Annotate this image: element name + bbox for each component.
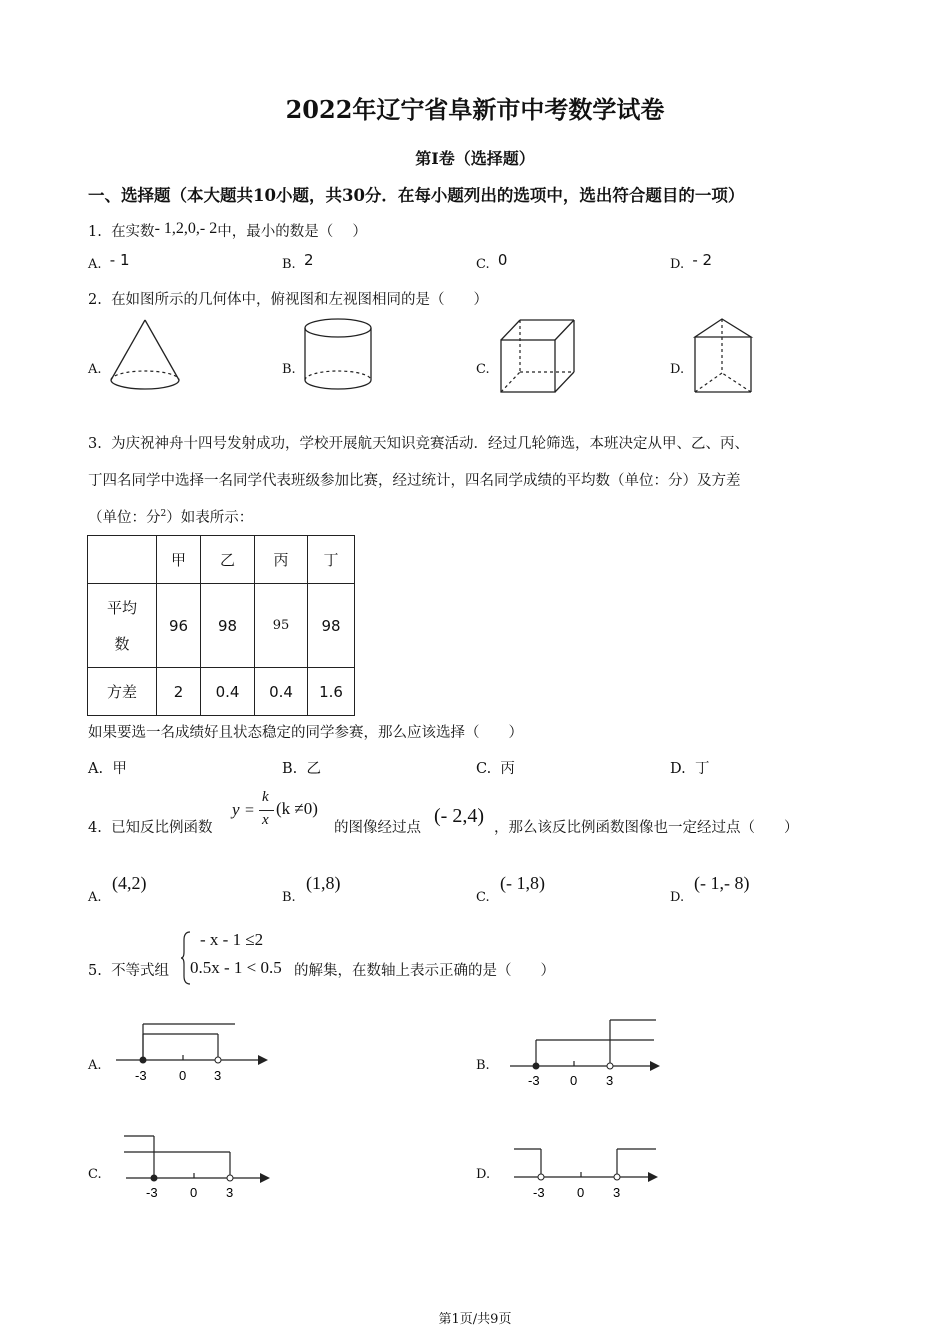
q1-option-c[interactable] (476, 251, 508, 272)
option-value: 0 (497, 251, 508, 269)
number-list: - 1,2,0,- 2 (154, 220, 218, 237)
table-cell: 98 (201, 584, 255, 668)
option-value: 甲 (112, 761, 127, 777)
q3-option-a[interactable] (88, 757, 127, 778)
q1-option-b[interactable] (282, 251, 314, 272)
question-3-prompt: 如果要选一名成绩好且状态稳定的同学参赛，那么应该选择（ ） (88, 725, 523, 741)
q3-option-b[interactable] (282, 757, 321, 778)
table-row (88, 584, 355, 668)
question-text: 在如图所示的几何体中，俯视图和左视图相同的是（ ） (111, 292, 489, 308)
table-header-cell: 丁 (308, 536, 355, 584)
option-label: D. (670, 761, 686, 777)
option-value: - 2 (692, 251, 713, 269)
score-table (87, 535, 355, 716)
table-cell: 96 (157, 584, 201, 668)
question-text: ）如表所示： (166, 510, 254, 526)
q5-option-a[interactable]: A. (88, 1058, 102, 1073)
question-text: 的解集，在数轴上表示正确的是（ ） (294, 963, 555, 979)
question-number: 4. (88, 820, 102, 836)
table-cell: 1.6 (308, 668, 355, 716)
q4-option-b-value[interactable]: (1,8) (306, 873, 341, 893)
option-value: - 1 (109, 251, 130, 269)
table-cell: 95 (255, 584, 308, 668)
tick-label: 3 (606, 1073, 614, 1088)
q4-option-a-value[interactable]: (4,2) (112, 873, 147, 893)
row-label-line: 平均 (106, 598, 137, 617)
q2-option-a[interactable]: A. (88, 362, 102, 377)
q4-option-c-label[interactable]: C. (476, 890, 490, 905)
superscript: 2 (160, 509, 167, 520)
tick-label: -3 (135, 1068, 147, 1083)
number-line-a (110, 1018, 270, 1088)
question-number: 3. (88, 436, 102, 452)
page-title: 2022年辽宁省阜新市中考数学试卷 (285, 95, 665, 124)
option-label: C. (476, 257, 490, 272)
q5-option-d[interactable]: D. (476, 1167, 491, 1182)
option-value: 2 (303, 251, 314, 269)
tick-label: -3 (533, 1185, 545, 1200)
question-text: 不等式组 (111, 963, 170, 979)
table-cell: 0.4 (201, 668, 255, 716)
table-cell: 98 (308, 584, 355, 668)
question-1 (88, 220, 367, 241)
question-text: 已知反比例函数 (111, 820, 213, 836)
question-3-line-3 (88, 506, 253, 527)
question-4-number (88, 816, 213, 837)
q1-option-a[interactable] (88, 251, 130, 272)
table-cell: 0.4 (255, 668, 308, 716)
q5-option-c[interactable]: C. (88, 1167, 102, 1182)
question-text: 为庆祝神舟十四号发射成功，学校开展航天知识竞赛活动．经过几轮筛选，本班决定从甲、乙、丙、 (111, 436, 750, 452)
cone-figure (108, 318, 183, 394)
option-label: C. (476, 761, 492, 777)
question-text: 的图像经过点 (334, 820, 421, 836)
option-label: B. (282, 257, 296, 272)
q5-option-b[interactable]: B. (476, 1058, 490, 1073)
tick-label: 3 (613, 1185, 621, 1200)
table-header-cell: 丙 (255, 536, 308, 584)
option-label: D. (670, 257, 685, 272)
option-label: A. (88, 257, 102, 272)
tick-label: 0 (570, 1073, 578, 1088)
given-point: (- 2,4) (434, 805, 484, 827)
triangular-prism-figure (692, 317, 756, 395)
fraction-denominator: x (262, 812, 269, 828)
q2-option-b[interactable]: B. (282, 362, 296, 377)
inequality-2: 0.5x - 1 < 0.5 (190, 958, 282, 977)
question-text: 中，最小的数是（ ） (217, 224, 367, 240)
number-line-b (506, 1018, 666, 1090)
option-label: B. (282, 761, 298, 777)
question-3-line-1 (88, 432, 749, 453)
question-text: （单位：分 (88, 510, 161, 526)
q4-option-d-label[interactable]: D. (670, 890, 685, 905)
row-label-line: 数 (114, 634, 130, 653)
tick-label: -3 (528, 1073, 540, 1088)
question-text: ，那么该反比例函数图像也一定经过点（ ） (494, 820, 799, 836)
option-label: A. (88, 761, 104, 777)
q2-option-c[interactable]: C. (476, 362, 490, 377)
q4-option-c-value[interactable]: (- 1,8) (500, 873, 545, 893)
number-line-d (510, 1143, 665, 1205)
part-title: 第Ⅰ卷（选择题） (415, 149, 535, 168)
question-5-number (88, 959, 169, 980)
q4-option-d-value[interactable]: (- 1,- 8) (694, 873, 750, 893)
cylinder-figure (302, 317, 374, 393)
q4-option-b-label[interactable]: B. (282, 890, 296, 905)
fraction-numerator: k (262, 789, 269, 805)
table-header-cell: 甲 (157, 536, 201, 584)
table-row (88, 668, 355, 716)
question-3-line-2: 丁四名同学中选择一名同学代表班级参加比赛，经过统计，四名同学成绩的平均数（单位：分）及方差 (88, 473, 741, 489)
q3-option-c[interactable] (476, 757, 515, 778)
cube-figure (498, 318, 578, 394)
row-label (88, 584, 157, 668)
function-condition: (k ≠0) (276, 799, 318, 818)
page-footer: 第1页/共9页 (438, 1312, 512, 1327)
tick-label: 0 (577, 1185, 585, 1200)
tick-label: 0 (179, 1068, 187, 1083)
question-number: 1. (88, 224, 102, 240)
option-value: 丙 (500, 761, 515, 777)
question-number: 5. (88, 963, 102, 979)
section-title: 一、选择题（本大题共10小题，共30分．在每小题列出的选项中，选出符合题目的一项） (88, 186, 745, 205)
option-value: 丁 (694, 761, 710, 777)
number-line-c (120, 1130, 275, 1204)
table-header-cell: 乙 (201, 536, 255, 584)
tick-label: 3 (214, 1068, 222, 1083)
row-label: 方差 (88, 668, 157, 716)
q4-option-a-label[interactable]: A. (88, 890, 102, 905)
q3-option-d[interactable] (670, 757, 709, 778)
question-number: 2. (88, 292, 102, 308)
table-header-cell (88, 536, 157, 584)
table-row (88, 536, 355, 584)
q2-option-d[interactable]: D. (670, 362, 685, 377)
tick-label: 0 (190, 1185, 198, 1200)
table-cell: 2 (157, 668, 201, 716)
equals-sign: = (245, 802, 255, 819)
function-y: y (232, 800, 240, 819)
tick-label: 3 (226, 1185, 234, 1200)
question-2 (88, 288, 488, 309)
inequality-1: - x - 1 ≤2 (200, 930, 264, 949)
tick-label: -3 (146, 1185, 158, 1200)
q1-option-d[interactable] (670, 251, 713, 272)
option-value: 乙 (306, 761, 321, 777)
question-text: 在实数 (111, 224, 155, 240)
